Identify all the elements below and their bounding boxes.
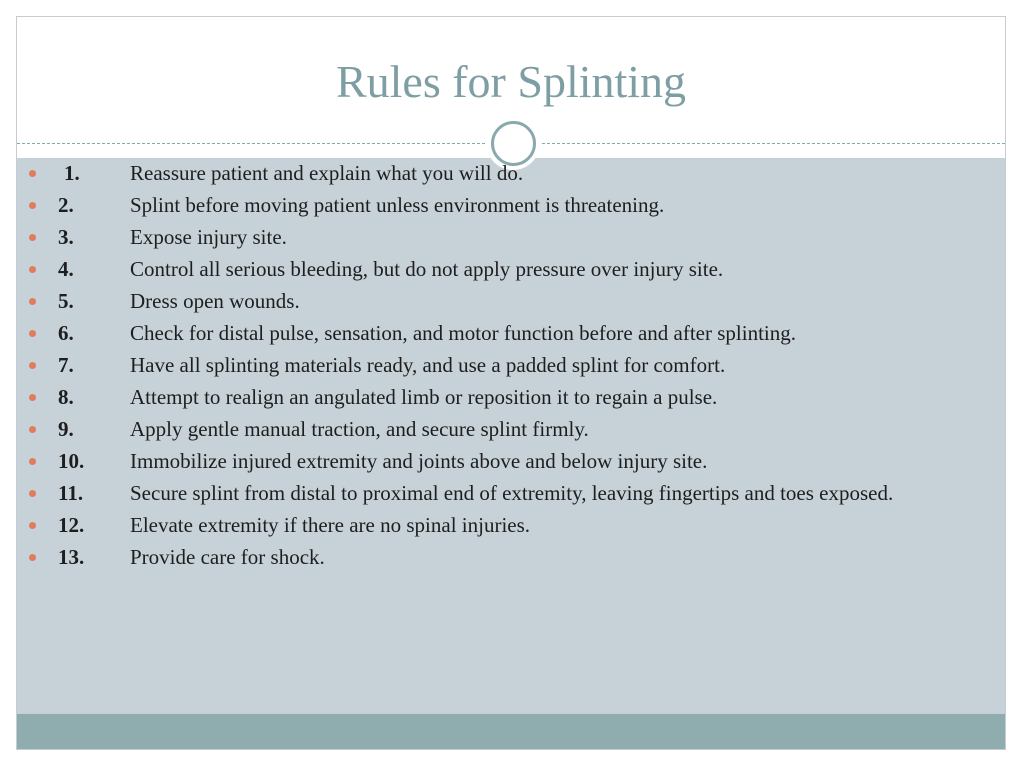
dot-bullet-icon (29, 330, 36, 337)
rule-number: 11. (58, 481, 84, 505)
list-item (26, 160, 966, 186)
rule-number: 1. (64, 161, 80, 185)
rule-text: Secure splint from distal to proximal end of extremity, leaving fingertips and toes exposed. (130, 481, 894, 505)
dot-bullet-icon (29, 170, 36, 177)
list-item (26, 256, 966, 282)
dot-bullet-icon (29, 362, 36, 369)
dot-bullet-icon (29, 394, 36, 401)
rule-number: 9. (58, 417, 74, 441)
rule-text: Reassure patient and explain what you will do. (130, 161, 524, 185)
rule-text: Attempt to realign an angulated limb or reposition it to regain a pulse. (130, 385, 718, 409)
dot-bullet-icon (29, 426, 36, 433)
rule-number: 4. (58, 257, 74, 281)
rule-text: Immobilize injured extremity and joints above and below injury site. (130, 449, 708, 473)
rule-text: Elevate extremity if there are no spinal injuries. (130, 513, 531, 537)
slide-title: Rules for Splinting (335, 56, 687, 107)
rules-list (26, 160, 966, 576)
rule-number: 3. (58, 225, 74, 249)
rule-number: 13. (58, 545, 85, 569)
list-item (26, 288, 966, 314)
rule-text: Expose injury site. (130, 225, 287, 249)
rule-text: Apply gentle manual traction, and secure splint firmly. (130, 417, 589, 441)
rule-number: 2. (58, 193, 74, 217)
rule-text: Check for distal pulse, sensation, and motor function before and after splinting. (130, 321, 797, 345)
rule-text: Control all serious bleeding, but do not apply pressure over injury site. (130, 257, 724, 281)
list-item (26, 480, 966, 506)
footer-band (17, 714, 1005, 749)
rule-text: Provide care for shock. (130, 545, 325, 569)
rule-text: Dress open wounds. (130, 289, 300, 313)
list-item (26, 512, 966, 538)
dot-bullet-icon (29, 234, 36, 241)
list-item (26, 352, 966, 378)
list-item (26, 384, 966, 410)
rule-number: 5. (58, 289, 74, 313)
rule-number: 8. (58, 385, 74, 409)
rule-number: 12. (58, 513, 85, 537)
list-item (26, 224, 966, 250)
dot-bullet-icon (29, 522, 36, 529)
list-item (26, 320, 966, 346)
list-item (26, 192, 966, 218)
rule-text: Splint before moving patient unless environment is threatening. (130, 193, 665, 217)
dot-bullet-icon (29, 490, 36, 497)
list-item (26, 416, 966, 442)
dot-bullet-icon (29, 458, 36, 465)
dot-bullet-icon (29, 266, 36, 273)
list-item (26, 544, 966, 570)
dot-bullet-icon (29, 554, 36, 561)
list-item (26, 448, 966, 474)
dot-bullet-icon (29, 202, 36, 209)
rule-number: 6. (58, 321, 74, 345)
rule-text: Have all splinting materials ready, and use a padded splint for comfort. (130, 353, 726, 377)
rule-number: 10. (58, 449, 85, 473)
dot-bullet-icon (29, 298, 36, 305)
rule-number: 7. (58, 353, 74, 377)
